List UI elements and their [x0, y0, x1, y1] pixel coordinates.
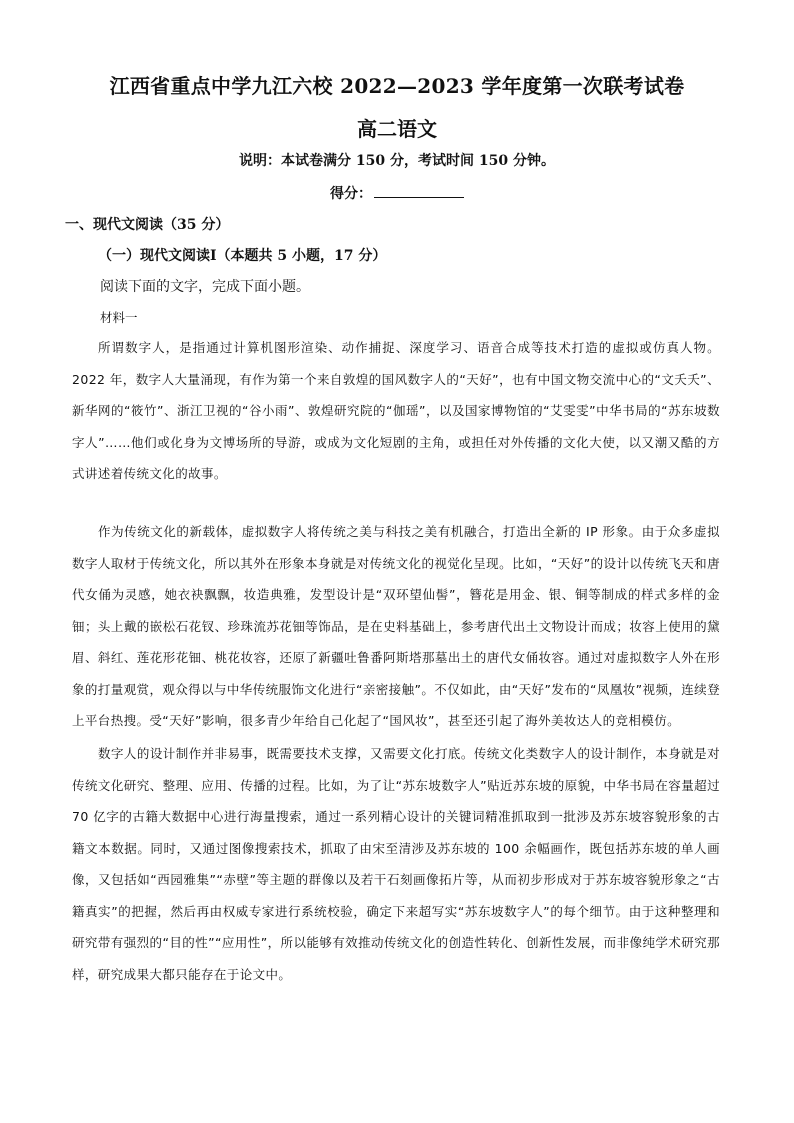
reading-instruction: 阅读下面的文字，完成下面小题。 [100, 279, 310, 295]
exam-subtitle: 高二语文 [357, 117, 437, 141]
sub-section-heading: （一）现代文阅读Ⅰ（本题共 5 小题，17 分） [98, 248, 387, 264]
exam-note: 说明：本试卷满分 150 分，考试时间 150 分钟。 [239, 153, 555, 169]
score-line [0, 183, 794, 203]
section-heading: 一、现代文阅读（35 分） [65, 217, 230, 233]
paragraph: 所谓数字人，是指通过计算机图形渲染、动作捕捉、深度学习、语音合成等技术打造的虚拟或仿真人物。2022 年，数字人大量涌现，有作为第一个来自敦煌的国风数字人的“天好”，也有中国文物交流中心的“文夭夭”、新华网的“筱竹”、浙江卫视的“谷小雨”、敦煌研究院的“伽瑶”，以及国家博物馆的“艾雯雯”中华书局的“苏东坡数字人”……他们或化身为文博场所的导游，或成为文化短剧的主角，或担任对外传播的文化大使，以又潮又酷的方式讲述着传统文化的故事。 [72, 340, 720, 481]
material-label: 材料一 [100, 310, 138, 325]
paragraph: 数字人的设计制作并非易事，既需要技术支撑，又需要文化打底。传统文化类数字人的设计制作，本身就是对传统文化研究、整理、应用、传播的过程。比如，为了让“苏东坡数字人”贴近苏东坡的原貌，中华书局在容量超过 70 亿字的古籍大数据中心进行海量搜索，通过一系列精心设计的关键词精准抓取到一批涉及苏东坡容貌形象的古籍文本数据。同时，又通过图像搜索技术，抓取了由宋至清涉及苏东坡的 100 余幅画作，既包括苏东坡的单人画像，又包括如“西园雅集”“赤壁”等主题的群像以及若干石刻画像拓片等，从而初步形成对于苏东坡容貌形象之“古籍真实”的把握，然后再由权威专家进行系统校验，确定下来超写实“苏东坡数字人”的每个细节。由于这种整理和研究带有强烈的“目的性”“应用性”，所以能够有效推动传统文化的创造性转化、创新性发展，而非像纯学术研究那样，研究成果大都只能存在于论文中。 [72, 746, 720, 982]
exam-title: 江西省重点中学九江六校 2022—2023 学年度第一次联考试卷 [109, 74, 685, 98]
paragraph: 作为传统文化的新载体，虚拟数字人将传统之美与科技之美有机融合，打造出全新的 IP 形象。由于众多虚拟数字人取材于传统文化，所以其外在形象本身就是对传统文化的视觉化呈现。比如，“天好”的设计以传统飞天和唐代女俑为灵感，她衣袂飘飘，妆造典雅，发型设计是“双环望仙髻”，簪花是用金、银、铜等制成的样式多样的金钿；头上戴的嵌松石花钗、珍珠流苏花钿等饰品，是在史料基础上，参考唐代出土文物设计而成；妆容上使用的黛眉、斜红、莲花形花钿、桃花妆容，还原了新疆吐鲁番阿斯塔那墓出土的唐代女俑妆容。通过对虚拟数字人外在形象的打量观赏，观众得以与中华传统服饰文化进行“亲密接触”。不仅如此，由“天好”发布的“凤凰妆”视频，连续登上平台热搜。受“天好”影响，很多青少年给自己化起了“国风妆”，甚至还引起了海外美妆达人的竞相模仿。 [72, 524, 720, 728]
score-blank [374, 185, 464, 198]
score-label: 得分： [330, 186, 372, 202]
